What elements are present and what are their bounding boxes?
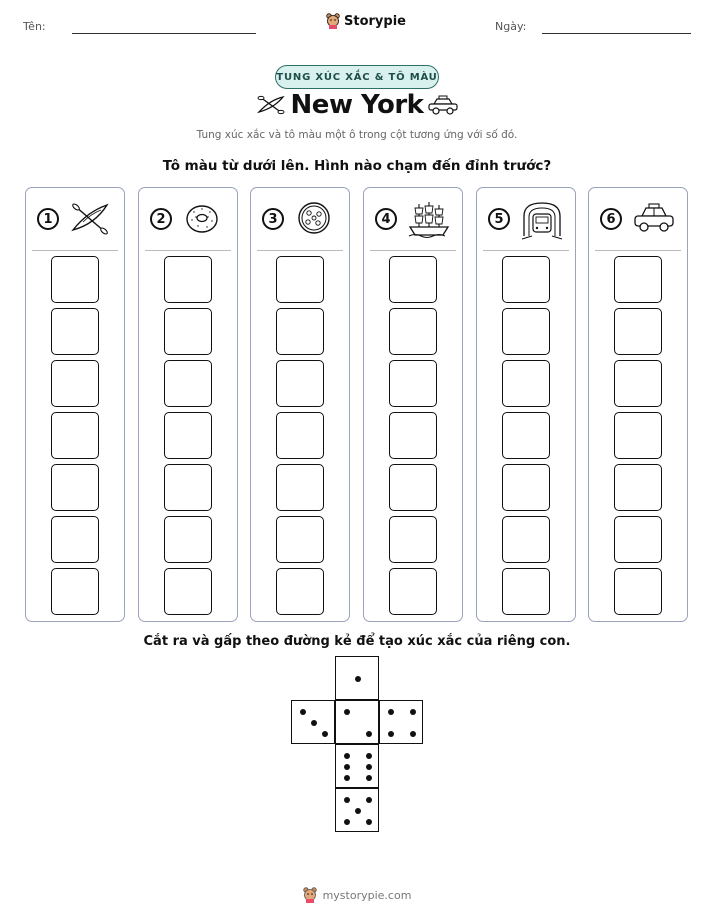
color-box[interactable] bbox=[276, 516, 324, 563]
dice-pip bbox=[388, 731, 394, 737]
color-box[interactable] bbox=[51, 516, 99, 563]
color-box[interactable] bbox=[389, 308, 437, 355]
divider bbox=[595, 250, 681, 251]
column-3 bbox=[250, 187, 350, 622]
dice-face bbox=[291, 700, 335, 744]
dice-pip bbox=[366, 764, 372, 770]
color-box[interactable] bbox=[614, 256, 662, 303]
dice-pip bbox=[344, 753, 350, 759]
question: Tô màu từ dưới lên. Hình nào chạm đến đỉnh trước? bbox=[162, 158, 552, 174]
divider bbox=[370, 250, 456, 251]
taxi-icon bbox=[632, 200, 676, 236]
column-number: 4 bbox=[375, 208, 397, 230]
dice-pip bbox=[366, 753, 372, 759]
color-box[interactable] bbox=[389, 568, 437, 615]
color-box[interactable] bbox=[614, 516, 662, 563]
sailing-ship-icon bbox=[407, 200, 451, 238]
color-box[interactable] bbox=[164, 464, 212, 511]
brand-logo bbox=[326, 13, 406, 29]
dice-face bbox=[335, 700, 379, 744]
color-box[interactable] bbox=[164, 256, 212, 303]
divider bbox=[257, 250, 343, 251]
page-title: New York bbox=[290, 90, 424, 120]
instructions: Tung xúc xắc và tô màu một ô trong cột tương ứng với số đó. bbox=[196, 129, 518, 141]
color-box[interactable] bbox=[502, 464, 550, 511]
dice-face bbox=[335, 656, 379, 700]
color-box[interactable] bbox=[502, 516, 550, 563]
color-box[interactable] bbox=[389, 464, 437, 511]
dice-pip bbox=[410, 731, 416, 737]
bagel-icon bbox=[182, 200, 222, 236]
color-box[interactable] bbox=[614, 568, 662, 615]
brand-name: Storypie bbox=[344, 13, 406, 29]
bear-logo-icon bbox=[326, 13, 340, 29]
color-box[interactable] bbox=[164, 308, 212, 355]
dice-pip bbox=[344, 775, 350, 781]
color-box[interactable] bbox=[276, 464, 324, 511]
subway-train-icon bbox=[520, 200, 564, 240]
color-box[interactable] bbox=[502, 568, 550, 615]
dice-pip bbox=[344, 764, 350, 770]
bear-logo-icon bbox=[303, 887, 317, 903]
column-6 bbox=[588, 187, 688, 622]
dice-pip bbox=[300, 709, 306, 715]
column-number: 3 bbox=[262, 208, 284, 230]
column-number: 5 bbox=[488, 208, 510, 230]
column-number: 2 bbox=[150, 208, 172, 230]
date-line[interactable] bbox=[542, 33, 691, 34]
dice-pip bbox=[344, 709, 350, 715]
color-box[interactable] bbox=[502, 360, 550, 407]
footer-url: mystorypie.com bbox=[322, 888, 412, 902]
color-box[interactable] bbox=[614, 308, 662, 355]
dice-pip bbox=[366, 819, 372, 825]
dice-face bbox=[379, 700, 423, 744]
color-box[interactable] bbox=[164, 516, 212, 563]
pizza-icon bbox=[294, 200, 334, 236]
color-box[interactable] bbox=[614, 412, 662, 459]
color-box[interactable] bbox=[276, 568, 324, 615]
divider bbox=[32, 250, 118, 251]
color-box[interactable] bbox=[276, 256, 324, 303]
color-box[interactable] bbox=[164, 360, 212, 407]
color-box[interactable] bbox=[502, 256, 550, 303]
kayak-icon bbox=[69, 200, 111, 236]
dice-pip bbox=[311, 720, 317, 726]
color-box[interactable] bbox=[502, 308, 550, 355]
divider bbox=[145, 250, 231, 251]
divider bbox=[483, 250, 569, 251]
color-box[interactable] bbox=[51, 412, 99, 459]
dice-pip bbox=[388, 709, 394, 715]
dice-pip bbox=[344, 819, 350, 825]
color-box[interactable] bbox=[51, 464, 99, 511]
cut-instruction: Cắt ra và gấp theo đường kẻ để tạo xúc xắc của riêng con. bbox=[143, 634, 571, 649]
color-box[interactable] bbox=[389, 516, 437, 563]
activity-badge: TUNG XÚC XẮC & TÔ MÀU bbox=[275, 65, 439, 89]
dice-pip bbox=[322, 731, 328, 737]
color-box[interactable] bbox=[164, 412, 212, 459]
dice-pip bbox=[366, 797, 372, 803]
dice-face bbox=[335, 744, 379, 788]
color-box[interactable] bbox=[614, 360, 662, 407]
color-box[interactable] bbox=[51, 568, 99, 615]
column-4 bbox=[363, 187, 463, 622]
color-box[interactable] bbox=[164, 568, 212, 615]
column-number: 1 bbox=[37, 208, 59, 230]
column-number: 6 bbox=[600, 208, 622, 230]
color-box[interactable] bbox=[614, 464, 662, 511]
color-box[interactable] bbox=[276, 308, 324, 355]
color-box[interactable] bbox=[276, 360, 324, 407]
color-box[interactable] bbox=[51, 308, 99, 355]
dice-pip bbox=[366, 731, 372, 737]
dice-pip bbox=[410, 709, 416, 715]
color-box[interactable] bbox=[389, 412, 437, 459]
date-label: Ngày: bbox=[495, 20, 527, 33]
dice-face bbox=[335, 788, 379, 832]
dice-pip bbox=[344, 797, 350, 803]
dice-pip bbox=[355, 676, 361, 682]
color-box[interactable] bbox=[389, 256, 437, 303]
name-line[interactable] bbox=[72, 33, 256, 34]
color-box[interactable] bbox=[51, 256, 99, 303]
dice-pip bbox=[366, 775, 372, 781]
column-5 bbox=[476, 187, 576, 622]
taxi-icon bbox=[426, 94, 460, 116]
column-1 bbox=[25, 187, 125, 622]
color-box[interactable] bbox=[502, 412, 550, 459]
color-box[interactable] bbox=[276, 412, 324, 459]
dice-pip bbox=[355, 808, 361, 814]
color-box[interactable] bbox=[51, 360, 99, 407]
column-2 bbox=[138, 187, 238, 622]
color-box[interactable] bbox=[389, 360, 437, 407]
footer bbox=[0, 887, 714, 903]
name-label: Tên: bbox=[23, 20, 46, 33]
